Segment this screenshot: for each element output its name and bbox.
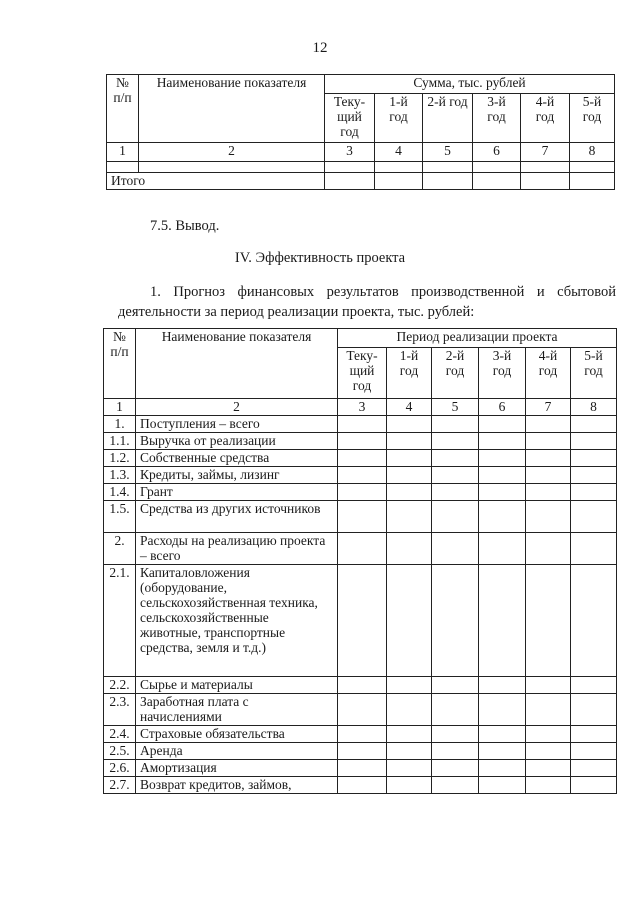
section-title: IV. Эффективность проекта <box>234 250 406 266</box>
table-row <box>104 743 617 760</box>
table-row <box>104 726 617 743</box>
table1-index-cell: 6 <box>473 143 521 162</box>
table1-index-cell: 4 <box>375 143 423 162</box>
row-number: 1.4. <box>104 484 136 501</box>
row-label: Собственные средства <box>136 450 338 467</box>
table1-header-group: Сумма, тыс. рублей <box>325 75 615 94</box>
table1-index-cell: 2 <box>139 143 325 162</box>
table-row <box>104 450 617 467</box>
row-number: 2.5. <box>104 743 136 760</box>
row-label: Средства из других источников <box>136 501 338 533</box>
table-row <box>104 501 617 533</box>
table1-header-year: 1-й год <box>375 94 423 143</box>
table-row <box>104 677 617 694</box>
budget-summary-table <box>106 74 615 190</box>
table-row <box>104 694 617 726</box>
table2-index-cell: 7 <box>526 399 571 416</box>
table2-index-cell: 4 <box>387 399 432 416</box>
table2-header-year: 1-й год <box>387 348 432 399</box>
table2-index-cell: 8 <box>571 399 617 416</box>
row-number: 2.3. <box>104 694 136 726</box>
table1-header-year: 4-й год <box>521 94 570 143</box>
table1-header-year: 2-й год <box>423 94 473 143</box>
table2-index-cell: 2 <box>136 399 338 416</box>
table-row <box>104 760 617 777</box>
table2-header-year: 5-й год <box>571 348 617 399</box>
row-label: Расходы на реализацию проекта – всего <box>136 533 338 565</box>
row-label: Выручка от реализации <box>136 433 338 450</box>
row-number: 2.1. <box>104 565 136 677</box>
table-row <box>104 416 617 433</box>
row-label: Капиталовложения (оборудование, сельскохозяйственная техника, сельскохозяйственные животные, транспортные средства, земля и т.д.) <box>136 565 338 677</box>
conclusion-heading: 7.5. Вывод. <box>150 218 220 234</box>
table-row <box>104 484 617 501</box>
table-row <box>104 433 617 450</box>
table-row <box>104 565 617 677</box>
row-number: 2.2. <box>104 677 136 694</box>
table1-total-label: Итого <box>107 173 325 190</box>
row-label: Заработная плата с начислениями <box>136 694 338 726</box>
row-number: 1.1. <box>104 433 136 450</box>
table1-index-cell: 5 <box>423 143 473 162</box>
table2-header-name: Наименование показателя <box>136 329 338 399</box>
row-number: 2.4. <box>104 726 136 743</box>
table2-index-cell: 6 <box>479 399 526 416</box>
table1-header-year: 5-й год <box>570 94 615 143</box>
table-row <box>104 467 617 484</box>
page-number: 12 <box>312 40 328 56</box>
table1-index-cell: 1 <box>107 143 139 162</box>
row-label: Грант <box>136 484 338 501</box>
table1-index-cell: 7 <box>521 143 570 162</box>
table1-header-year: 3-й год <box>473 94 521 143</box>
row-number: 2.7. <box>104 777 136 794</box>
table2-header-year: Теку-щий год <box>338 348 387 399</box>
table-row <box>104 533 617 565</box>
table2-header-year: 3-й год <box>479 348 526 399</box>
table2-header-group: Период реализации проекта <box>338 329 617 348</box>
row-label: Сырье и материалы <box>136 677 338 694</box>
forecast-paragraph: 1. Прогноз финансовых результатов производственной и сбытовой деятельности за период реализации проекта, тыс. рублей: <box>118 284 616 320</box>
table1-index-cell: 8 <box>570 143 615 162</box>
row-label: Страховые обязательства <box>136 726 338 743</box>
row-label: Амортизация <box>136 760 338 777</box>
financial-forecast-table <box>103 328 617 794</box>
table1-index-cell: 3 <box>325 143 375 162</box>
table2-index-cell: 5 <box>432 399 479 416</box>
table2-header-year: 2-й год <box>432 348 479 399</box>
table2-header-year: 4-й год <box>526 348 571 399</box>
row-number: 1.2. <box>104 450 136 467</box>
row-number: 2. <box>104 533 136 565</box>
table1-header-num: № п/п <box>107 75 139 143</box>
row-number: 2.6. <box>104 760 136 777</box>
row-number: 1.3. <box>104 467 136 484</box>
row-label: Поступления – всего <box>136 416 338 433</box>
table2-index-cell: 3 <box>338 399 387 416</box>
table2-index-cell: 1 <box>104 399 136 416</box>
table-row <box>104 777 617 794</box>
table1-header-year: Теку-щий год <box>325 94 375 143</box>
row-number: 1.5. <box>104 501 136 533</box>
row-number: 1. <box>104 416 136 433</box>
table2-header-num: № п/п <box>104 329 136 399</box>
row-label: Кредиты, займы, лизинг <box>136 467 338 484</box>
table1-header-name: Наименование показателя <box>139 75 325 143</box>
row-label: Аренда <box>136 743 338 760</box>
row-label: Возврат кредитов, займов, <box>136 777 338 794</box>
